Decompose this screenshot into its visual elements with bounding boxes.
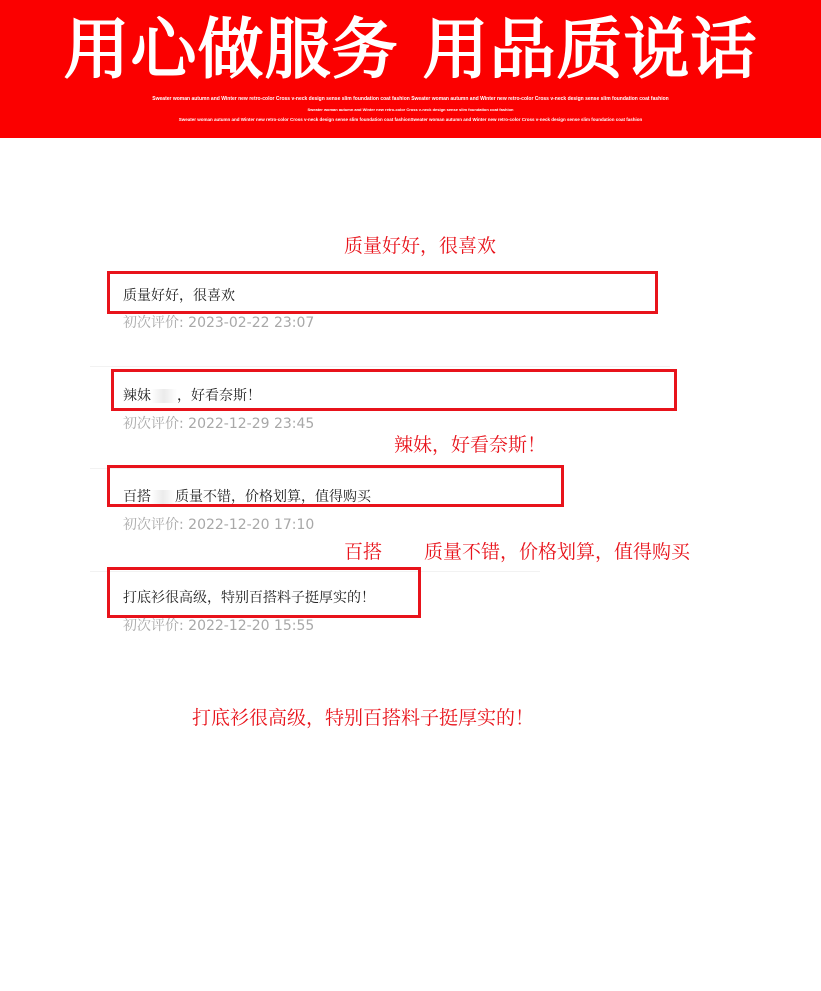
review-2-text	[123, 385, 261, 405]
banner-title: 用心做服务 用品质说话	[63, 11, 758, 88]
review-3-callout-start: 百搭	[344, 541, 383, 563]
blurred-text	[151, 389, 177, 403]
review-2-callout: 辣妹，好看奈斯！	[394, 434, 547, 456]
banner-subtitle-1: Sweater woman autumn and Winter new retro-color Cross v-neck design sense slim foundation coat fashion Sweater woman autumn and Winter new retro-color Cross v-neck design sense slim foundation coat fashion	[152, 96, 669, 102]
review-3-text-start: 百搭	[123, 489, 151, 505]
review-3-text-end: 质量不错，价格划算，值得购买	[175, 489, 371, 505]
review-2-text-start: 辣妹	[123, 388, 151, 404]
review-3-callout	[344, 537, 690, 564]
review-4-callout: 打底衫很高级，特别百搭料子挺厚实的！	[192, 707, 535, 729]
review-1-text: 质量好好，很喜欢	[123, 288, 235, 304]
banner-subtitle-3: Sweater woman autumn and Winter new retro-color Cross v-neck design sense slim foundation coat fashionSweater woman autumn and Winter new retro-color Cross v-neck design sense slim foundation coat fashion	[178, 117, 643, 122]
review-1-callout: 质量好好，很喜欢	[344, 235, 497, 257]
review-3-callout-end: 质量不错，价格划算，值得购买	[424, 541, 691, 563]
review-1-date: 初次评价: 2023-02-22 23:07	[123, 315, 315, 331]
review-3-date: 初次评价: 2022-12-20 17:10	[123, 517, 315, 533]
review-2-date: 初次评价: 2022-12-29 23:45	[123, 416, 315, 432]
blurred-text	[151, 490, 175, 504]
divider	[90, 366, 670, 367]
review-4-text: 打底衫很高级，特别百搭料子挺厚实的！	[123, 590, 375, 606]
review-2-text-end: ，好看奈斯！	[177, 388, 261, 404]
banner-subtitle-2: Sweater woman autumn and Winter new retro-color Cross v-neck design sense slim foundation coat fashion	[307, 107, 514, 112]
review-4-date: 初次评价: 2022-12-20 15:55	[123, 618, 315, 634]
review-3-text	[123, 486, 371, 506]
top-banner	[0, 0, 821, 138]
